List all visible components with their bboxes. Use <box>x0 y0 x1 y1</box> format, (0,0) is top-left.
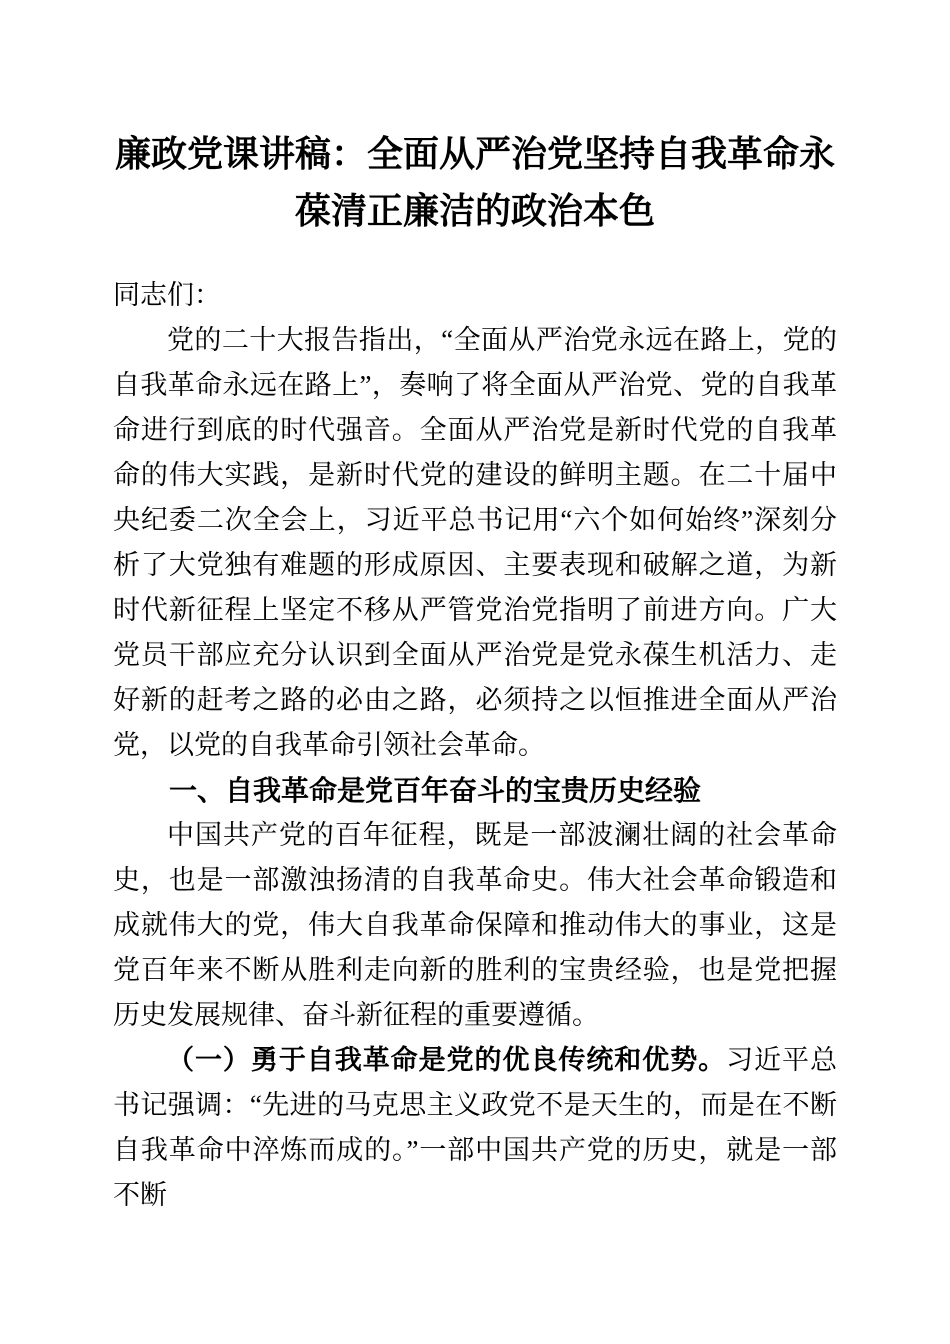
subsection1-paragraph <box>113 1038 837 1218</box>
salutation-line: 同志们： <box>113 280 221 310</box>
document-body <box>113 273 837 1218</box>
subsection1-text: 习近平总书记强调：“先进的马克思主义政党不是天生的，而是在不断自我革命中淬炼而成的。”一部中国共产党的历史，就是一部不断 <box>113 1045 838 1210</box>
section1-paragraph: 中国共产党的百年征程，既是一部波澜壮阔的社会革命史，也是一部激浊扬清的自我革命史。伟大社会革命锻造和成就伟大的党，伟大自我革命保障和推动伟大的事业，这是党百年来不断从胜利走向新的胜利的宝贵经验，也是党把握历史发展规律、奋斗新征程的重要遵循。 <box>113 820 837 1030</box>
intro-paragraph: 党的二十大报告指出，“全面从严治党永远在路上，党的自我革命永远在路上”，奏响了将全面从严治党、党的自我革命进行到底的时代强音。全面从严治党是新时代党的自我革命的伟大实践，是新时代党的建设的鲜明主题。在二十届中央纪委二次全会上，习近平总书记用“六个如何始终”深刻分析了大党独有难题的形成原因、主要表现和破解之道，为新时代新征程上坚定不移从严管党治党指明了前进方向。广大党员干部应充分认识到全面从严治党是党永葆生机活力、走好新的赶考之路的必由之路，必须持之以恒推进全面从严治党，以党的自我革命引领社会革命。 <box>113 325 837 760</box>
subsection1-lead: （一）勇于自我革命是党的优良传统和优势。 <box>167 1045 727 1075</box>
section-heading-1: 一、自我革命是党百年奋斗的宝贵历史经验 <box>169 775 702 806</box>
document-title: 廉政党课讲稿：全面从严治党坚持自我革命永葆清正廉洁的政治本色 <box>114 134 835 231</box>
